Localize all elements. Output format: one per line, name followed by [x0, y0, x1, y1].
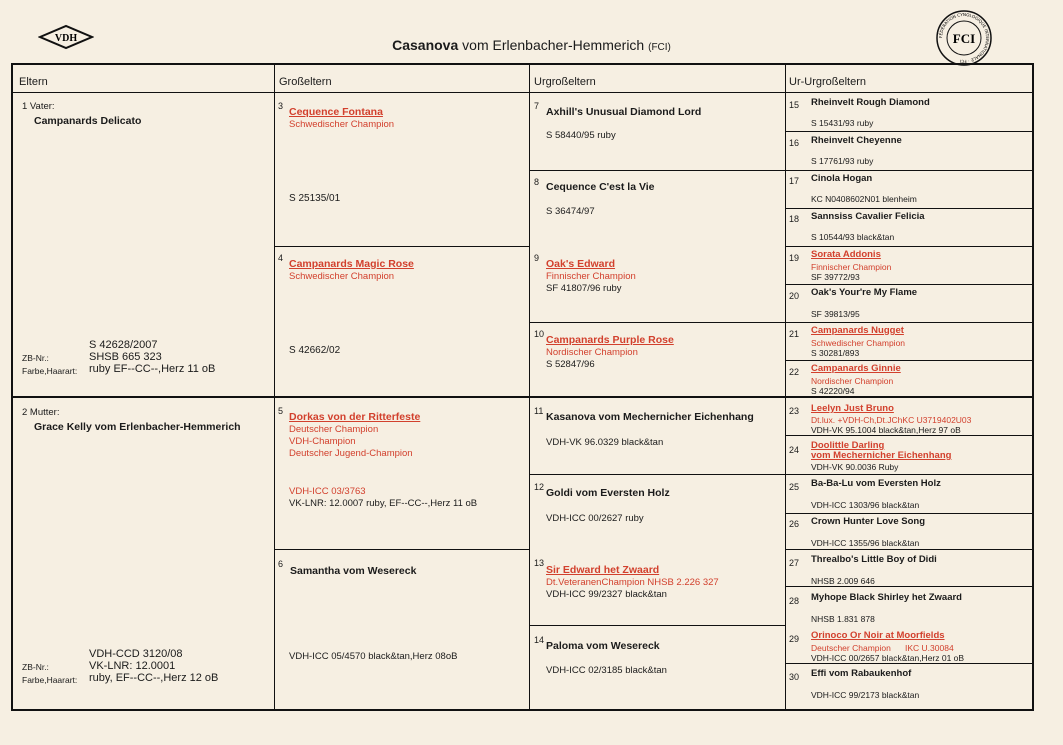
father-role: 1 Vater:	[22, 101, 55, 112]
ggp8-num: 8	[534, 177, 540, 187]
ggp10-reg: S 52847/96	[546, 359, 595, 370]
mother-reg: VDH-CCD 3120/08	[89, 648, 183, 660]
gggp19-title: Finnischer Champion	[811, 262, 892, 272]
gp6-num: 6	[278, 559, 284, 569]
ggp12-num: 12	[534, 482, 545, 492]
mother-name: Grace Kelly vom Erlenbacher-Hemmerich	[34, 421, 241, 433]
gggp27-num: 27	[789, 558, 800, 568]
gggp23-name: Leelyn Just Bruno	[811, 403, 894, 414]
gggp29-title: Deutscher Champion IKC U.30084	[811, 643, 954, 653]
gggp27-name: Threalbo's Little Boy of Didi	[811, 554, 937, 565]
gp5-title1: Deutscher Champion	[289, 424, 379, 435]
ggp8-reg: S 36474/97	[546, 206, 595, 217]
gggp17-name: Cinola Hogan	[811, 173, 873, 184]
ggp9-reg: SF 41807/96 ruby	[546, 283, 622, 294]
ggp13-reg: VDH-ICC 99/2327 black&tan	[546, 589, 667, 600]
ggp10-title: Nordischer Champion	[546, 347, 638, 358]
gggp25-reg: VDH-ICC 1303/96 black&tan	[811, 500, 920, 510]
father-name: Campanards Delicato	[34, 115, 142, 127]
gp3-num: 3	[278, 101, 284, 111]
ggp7-num: 7	[534, 101, 540, 111]
gggp22-num: 22	[789, 367, 800, 377]
ggp13-num: 13	[534, 558, 545, 568]
gp5-title3: Deutscher Jugend-Champion	[289, 448, 413, 459]
ggp9-name: Oak's Edward	[546, 258, 616, 270]
gggp26-reg: VDH-ICC 1355/96 black&tan	[811, 538, 920, 548]
father-zb-label: ZB-Nr.:	[22, 353, 49, 363]
gggp20-name: Oak's Your're My Flame	[811, 287, 918, 298]
gggp20-reg: SF 39813/95	[811, 309, 860, 319]
gp5-title2: VDH-Champion	[289, 436, 356, 447]
gggp30-reg: VDH-ICC 99/2173 black&tan	[811, 690, 920, 700]
gggp24-reg: VDH-VK 90.0036 Ruby	[811, 462, 899, 472]
gggp28-reg: NHSB 1.831 878	[811, 614, 875, 624]
gggp16-num: 16	[789, 138, 800, 148]
gp4-reg: S 42662/02	[289, 345, 341, 356]
gggp24-name: Doolittle Darling	[811, 440, 885, 451]
gp4-name: Campanards Magic Rose	[289, 258, 414, 270]
pedigree-frame	[11, 63, 1034, 711]
gggp28-name: Myhope Black Shirley het Zwaard	[811, 592, 962, 603]
gggp26-name: Crown Hunter Love Song	[811, 516, 925, 527]
gp5-icc: VDH-ICC 03/3763	[289, 486, 366, 497]
gggp22-reg: S 42220/94	[811, 386, 855, 396]
gggp29-num: 29	[789, 634, 800, 644]
mother-color-label: Farbe,Haarart:	[22, 675, 78, 685]
ggp13-name: Sir Edward het Zwaard	[546, 564, 660, 576]
ggp13-title: Dt.VeteranenChampion NHSB 2.226 327	[546, 577, 719, 588]
vdh-logo-text: VDH	[54, 33, 78, 44]
gggp15-num: 15	[789, 100, 800, 110]
gggp22-name: Campanards Ginnie	[811, 363, 901, 374]
gggp23-reg: VDH-VK 95.1004 black&tan,Herz 97 oB	[811, 425, 961, 435]
ggp11-name: Kasanova vom Mechernicher Eichenhang	[546, 411, 754, 423]
ggp14-name: Paloma vom Wesereck	[546, 640, 660, 652]
gp5-reg: VK-LNR: 12.0007 ruby, EF--CC--,Herz 11 oB	[289, 498, 478, 509]
gggp18-num: 18	[789, 214, 800, 224]
header-grandparents: Großeltern	[279, 76, 332, 88]
ggp7-reg: S 58440/95 ruby	[546, 130, 616, 141]
gggp18-reg: S 10544/93 black&tan	[811, 232, 895, 242]
gggp17-num: 17	[789, 176, 800, 186]
gggp21-name: Campanards Nugget	[811, 325, 904, 336]
svg-text:FCI: FCI	[952, 31, 976, 46]
gggp29-name: Orinoco Or Noir at Moorfields	[811, 630, 945, 641]
gggp19-name: Sorata Addonis	[811, 249, 881, 260]
gp4-num: 4	[278, 253, 284, 263]
gp4-title: Schwedischer Champion	[289, 271, 395, 282]
header-parents: Eltern	[19, 76, 48, 88]
gggp24-name2: vom Mechernicher Eichenhang	[811, 450, 952, 461]
ggp14-reg: VDH-ICC 02/3185 black&tan	[546, 665, 667, 676]
gggp30-num: 30	[789, 672, 800, 682]
gp6-name: Samantha vom Wesereck	[290, 565, 417, 577]
gggp25-name: Ba-Ba-Lu vom Eversten Holz	[811, 478, 941, 489]
ggp7-name: Axhill's Unusual Diamond Lord	[546, 106, 702, 118]
gggp25-num: 25	[789, 482, 800, 492]
gggp26-num: 26	[789, 519, 800, 529]
page-title: Casanova vom Erlenbacher-Hemmerich (FCI)	[392, 37, 671, 53]
father-color-label: Farbe,Haarart:	[22, 366, 78, 376]
ggp10-name: Campanards Purple Rose	[546, 334, 674, 346]
header-great-grandparents: Urgroßeltern	[534, 76, 596, 88]
gggp24-num: 24	[789, 445, 800, 455]
gggp23-title: Dt.lux. +VDH-Ch,Dt.JChKC U3719402U03	[811, 415, 972, 425]
mother-zb-label: ZB-Nr.:	[22, 662, 49, 672]
ggp14-num: 14	[534, 635, 545, 645]
gggp27-reg: NHSB 2.009 646	[811, 576, 875, 586]
gggp19-num: 19	[789, 253, 800, 263]
gggp28-num: 28	[789, 596, 800, 606]
gggp15-reg: S 15431/93 ruby	[811, 118, 874, 128]
gggp21-title: Schwedischer Champion	[811, 338, 906, 348]
ggp9-title: Finnischer Champion	[546, 271, 636, 282]
gggp18-name: Sannsiss Cavalier Felicia	[811, 211, 925, 222]
gp3-title: Schwedischer Champion	[289, 119, 395, 130]
gggp19-reg: SF 39772/93	[811, 272, 860, 282]
fci-logo-ring: FÉDÉRATION CYNOLOGIQUE INTERNATIONALE · FCI	[937, 11, 991, 65]
father-reg: S 42628/2007	[89, 339, 158, 351]
gp3-reg: S 25135/01	[289, 193, 341, 204]
gp3-name: Cequence Fontana	[289, 106, 383, 118]
ggp12-reg: VDH-ICC 00/2627 ruby	[546, 513, 644, 524]
gp6-reg: VDH-ICC 05/4570 black&tan,Herz 08oB	[289, 651, 458, 662]
ggp11-num: 11	[534, 406, 544, 416]
mother-color: ruby, EF--CC--,Herz 12 oB	[89, 672, 219, 684]
mother-zb: VK-LNR: 12.0001	[89, 660, 176, 672]
gggp16-name: Rheinvelt Cheyenne	[811, 135, 902, 146]
father-zb: SHSB 665 323	[89, 351, 162, 363]
ggp9-num: 9	[534, 253, 540, 263]
ggp10-num: 10	[534, 329, 545, 339]
gp5-name: Dorkas von der Ritterfeste	[289, 411, 421, 423]
gggp30-name: Effi vom Rabaukenhof	[811, 668, 912, 679]
gggp21-reg: S 30281/893	[811, 348, 860, 358]
ggp12-name: Goldi vom Eversten Holz	[546, 487, 670, 499]
father-color: ruby EF--CC--,Herz 11 oB	[89, 363, 216, 375]
gggp15-name: Rheinvelt Rough Diamond	[811, 97, 930, 108]
header-great-great-grandparents: Ur-Urgroßeltern	[789, 76, 867, 88]
gggp23-num: 23	[789, 406, 800, 416]
gggp29-reg: VDH-ICC 00/2657 black&tan,Herz 01 oB	[811, 653, 965, 663]
gggp22-title: Nordischer Champion	[811, 376, 894, 386]
ggp11-reg: VDH-VK 96.0329 black&tan	[546, 437, 664, 448]
gggp16-reg: S 17761/93 ruby	[811, 156, 874, 166]
gggp17-reg: KC N0408602N01 blenheim	[811, 194, 917, 204]
gggp21-num: 21	[789, 329, 800, 339]
mother-role: 2 Mutter:	[22, 407, 60, 418]
ggp8-name: Cequence C'est la Vie	[546, 181, 655, 193]
gp5-num: 5	[278, 406, 284, 416]
gggp20-num: 20	[789, 291, 800, 301]
